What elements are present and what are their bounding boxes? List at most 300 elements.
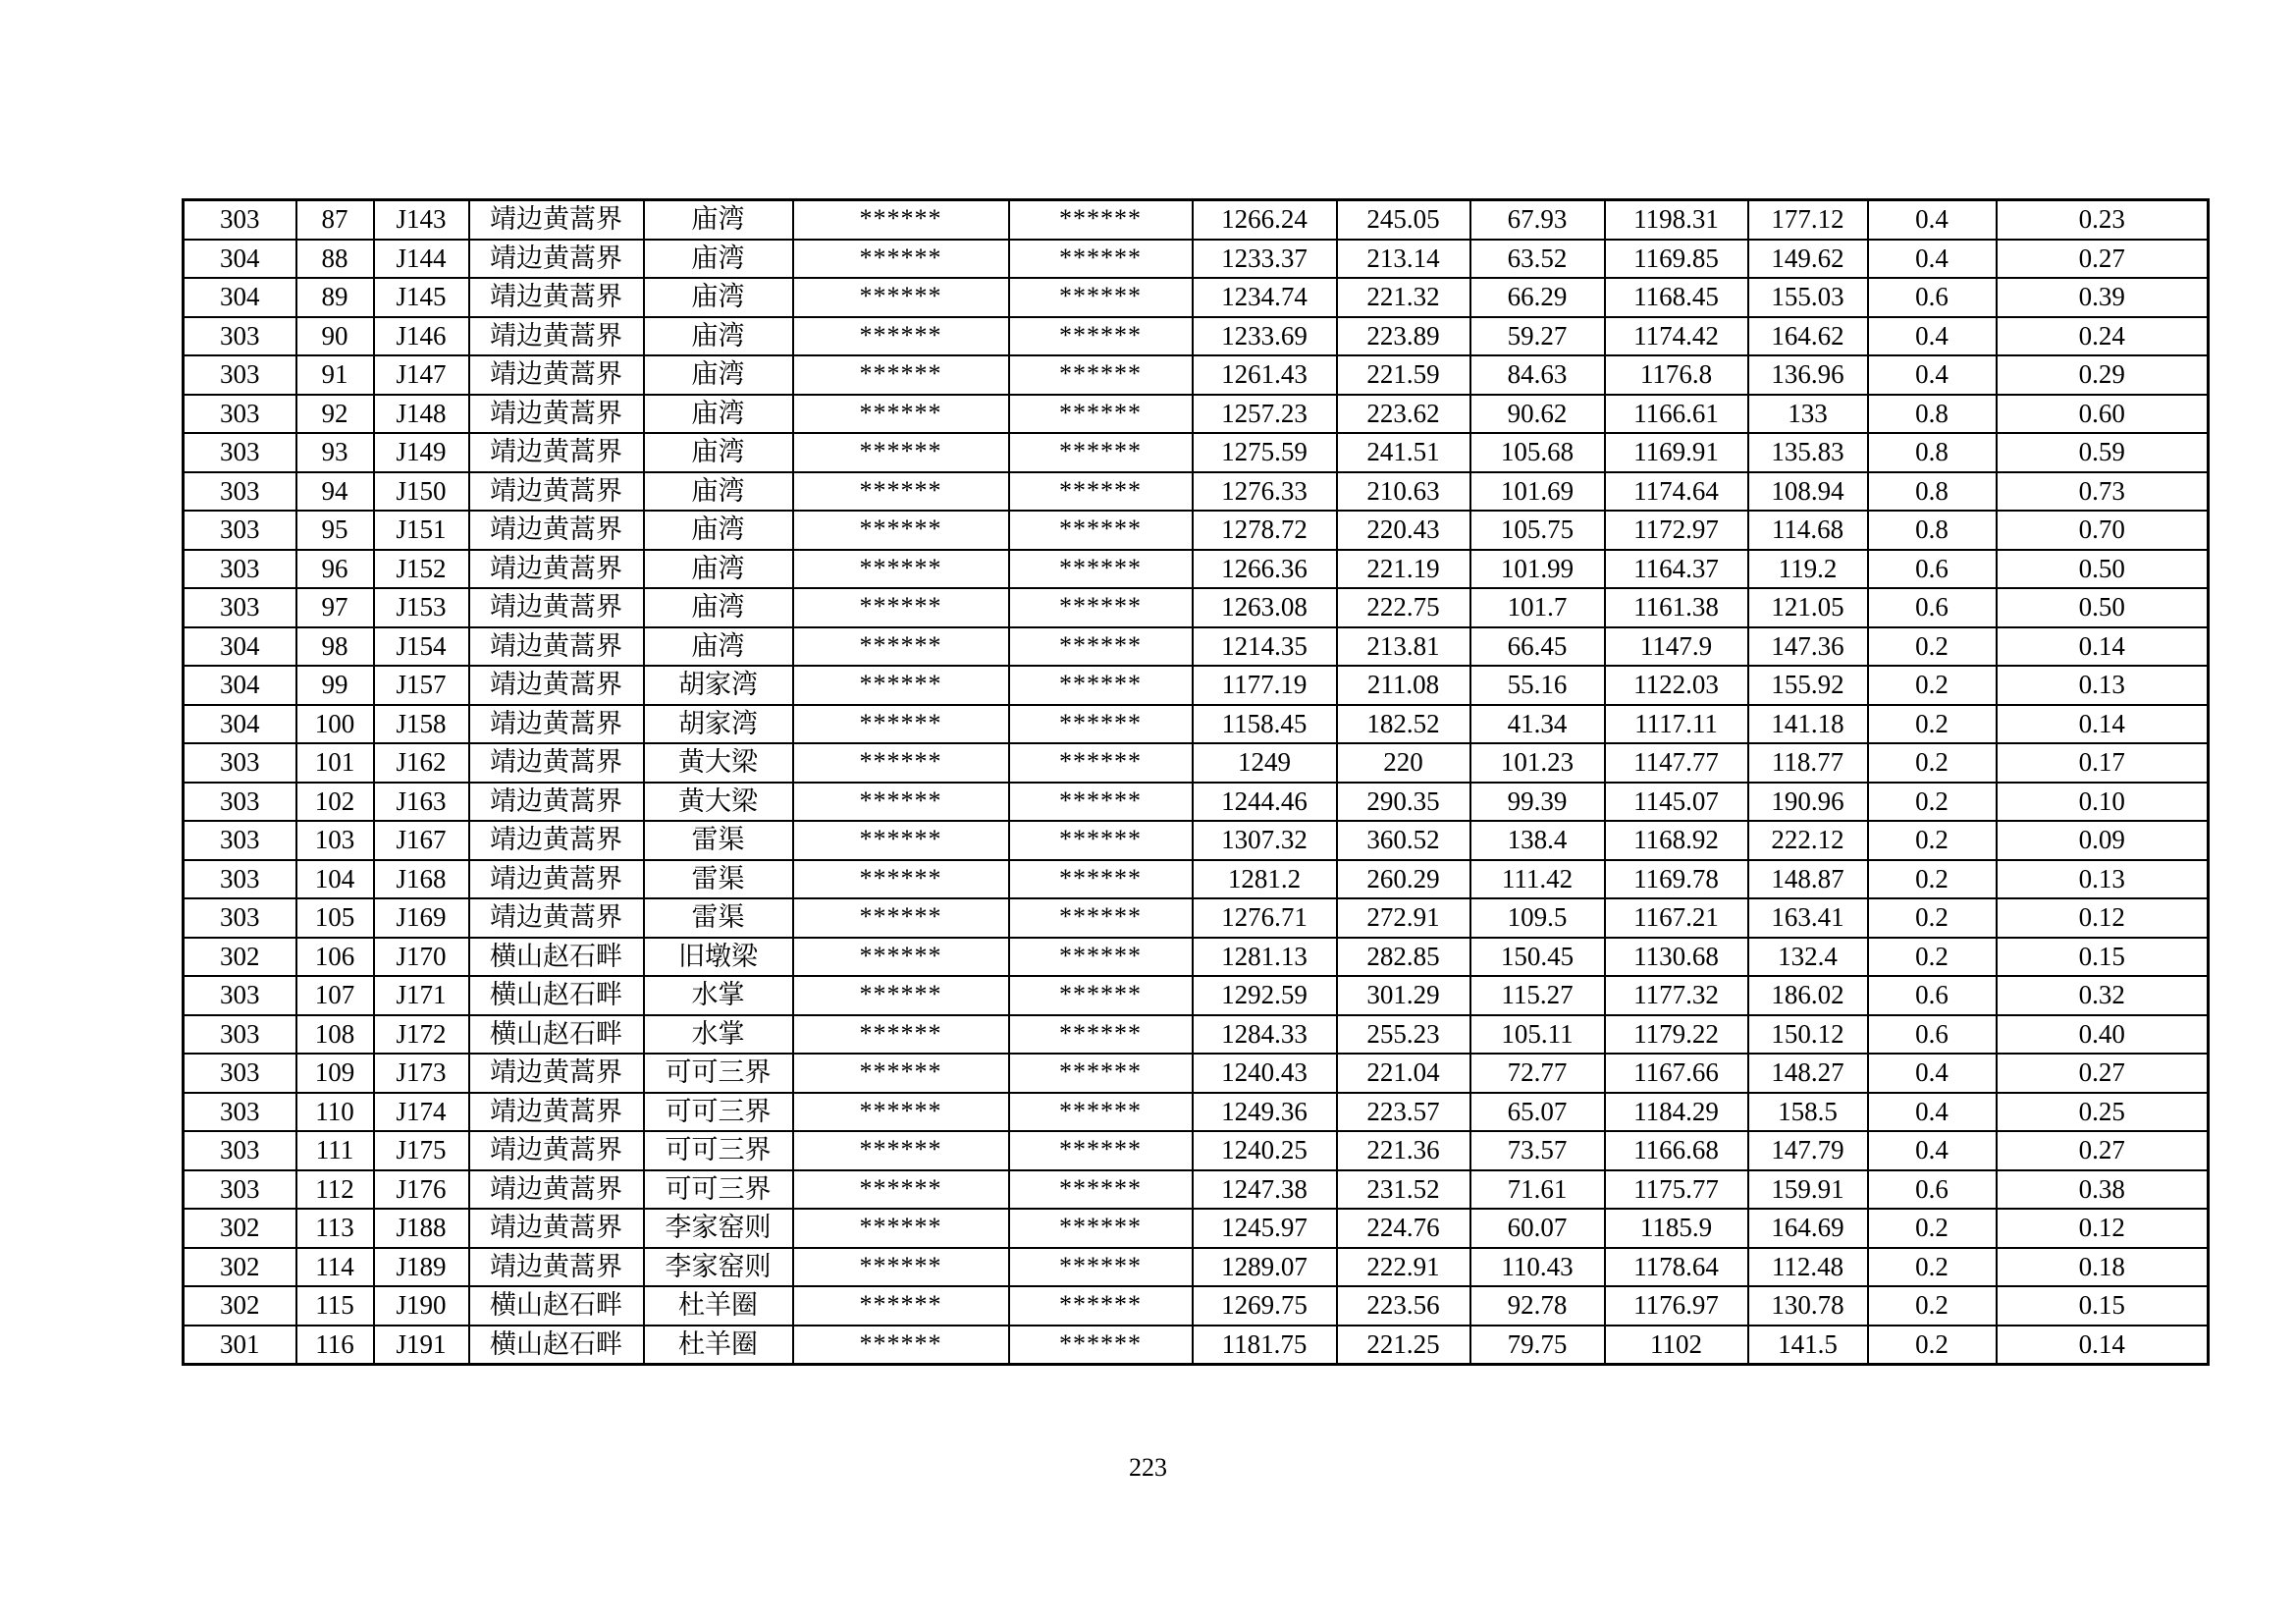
table-cell-col-value-2: 220.43 — [1337, 511, 1470, 550]
table-cell-col-index: 108 — [296, 1015, 374, 1055]
table-cell-col-coord-x: ****** — [793, 666, 1009, 705]
table-cell-col-code: 303 — [184, 200, 296, 240]
table-cell-col-value-4: 1147.77 — [1605, 743, 1748, 783]
table-cell-col-value-2: 210.63 — [1337, 472, 1470, 512]
table-cell-col-site: 黄大梁 — [644, 783, 793, 822]
table-row — [184, 550, 2209, 589]
table-cell-col-value-3: 59.27 — [1470, 317, 1605, 356]
table-cell-col-value-5: 135.83 — [1748, 433, 1868, 472]
table-cell-col-value-3: 67.93 — [1470, 200, 1605, 240]
table-cell-col-coord-x: ****** — [793, 938, 1009, 977]
table-row — [184, 395, 2209, 434]
table-cell-col-value-4: 1145.07 — [1605, 783, 1748, 822]
table-cell-col-point-id: J154 — [374, 627, 469, 667]
table-cell-col-coord-y: ****** — [1009, 317, 1193, 356]
table-cell-col-value-4: 1184.29 — [1605, 1093, 1748, 1132]
table-cell-col-value-6: 0.6 — [1868, 1015, 1997, 1055]
table-cell-col-index: 100 — [296, 705, 374, 744]
table-cell-col-coord-y: ****** — [1009, 1248, 1193, 1287]
table-cell-col-value-3: 105.11 — [1470, 1015, 1605, 1055]
table-cell-col-value-5: 133 — [1748, 395, 1868, 434]
table-cell-col-coord-x: ****** — [793, 355, 1009, 395]
table-cell-col-value-3: 65.07 — [1470, 1093, 1605, 1132]
table-cell-col-elev-1: 1233.69 — [1193, 317, 1337, 356]
table-row — [184, 898, 2209, 938]
table-cell-col-value-6: 0.6 — [1868, 550, 1997, 589]
table-cell-col-value-6: 0.4 — [1868, 317, 1997, 356]
table-cell-col-area: 靖边黄蒿界 — [469, 821, 644, 860]
table-cell-col-elev-1: 1181.75 — [1193, 1326, 1337, 1365]
table-cell-col-coord-y: ****** — [1009, 783, 1193, 822]
table-cell-col-value-3: 111.42 — [1470, 860, 1605, 899]
table-cell-col-coord-x: ****** — [793, 1131, 1009, 1170]
table-cell-col-value-2: 221.19 — [1337, 550, 1470, 589]
table-cell-col-site: 庙湾 — [644, 511, 793, 550]
table-cell-col-area: 靖边黄蒿界 — [469, 1248, 644, 1287]
table-cell-col-point-id: J167 — [374, 821, 469, 860]
table-cell-col-value-7: 0.50 — [1997, 588, 2209, 627]
table-cell-col-value-7: 0.14 — [1997, 705, 2209, 744]
table-cell-col-coord-x: ****** — [793, 821, 1009, 860]
table-cell-col-point-id: J176 — [374, 1170, 469, 1210]
table-cell-col-value-6: 0.2 — [1868, 1248, 1997, 1287]
table-cell-col-value-3: 105.75 — [1470, 511, 1605, 550]
table-cell-col-point-id: J173 — [374, 1054, 469, 1093]
table-cell-col-site: 雷渠 — [644, 898, 793, 938]
table-cell-col-value-2: 223.57 — [1337, 1093, 1470, 1132]
table-cell-col-elev-1: 1278.72 — [1193, 511, 1337, 550]
table-cell-col-value-7: 0.29 — [1997, 355, 2209, 395]
table-cell-col-point-id: J174 — [374, 1093, 469, 1132]
table-cell-col-elev-1: 1244.46 — [1193, 783, 1337, 822]
table-cell-col-point-id: J168 — [374, 860, 469, 899]
table-cell-col-value-4: 1117.11 — [1605, 705, 1748, 744]
table-cell-col-code: 304 — [184, 705, 296, 744]
table-cell-col-index: 113 — [296, 1209, 374, 1248]
table-cell-col-site: 庙湾 — [644, 240, 793, 279]
table-cell-col-area: 靖边黄蒿界 — [469, 433, 644, 472]
table-cell-col-index: 97 — [296, 588, 374, 627]
table-cell-col-code: 303 — [184, 976, 296, 1015]
table-cell-col-value-2: 360.52 — [1337, 821, 1470, 860]
table-cell-col-coord-y: ****** — [1009, 627, 1193, 667]
table-cell-col-elev-1: 1261.43 — [1193, 355, 1337, 395]
table-row — [184, 240, 2209, 279]
table-cell-col-value-4: 1166.61 — [1605, 395, 1748, 434]
table-cell-col-code: 304 — [184, 278, 296, 317]
table-cell-col-value-2: 182.52 — [1337, 705, 1470, 744]
table-cell-col-site: 杜羊圈 — [644, 1326, 793, 1365]
table-cell-col-site: 雷渠 — [644, 860, 793, 899]
table-cell-col-value-3: 150.45 — [1470, 938, 1605, 977]
table-cell-col-index: 115 — [296, 1286, 374, 1326]
table-cell-col-value-7: 0.14 — [1997, 627, 2209, 667]
table-cell-col-value-7: 0.09 — [1997, 821, 2209, 860]
table-cell-col-elev-1: 1284.33 — [1193, 1015, 1337, 1055]
table-row — [184, 783, 2209, 822]
table-cell-col-value-7: 0.12 — [1997, 898, 2209, 938]
table-cell-col-point-id: J188 — [374, 1209, 469, 1248]
table-cell-col-coord-x: ****** — [793, 627, 1009, 667]
table-cell-col-coord-x: ****** — [793, 1209, 1009, 1248]
table-cell-col-value-3: 66.29 — [1470, 278, 1605, 317]
table-cell-col-site: 庙湾 — [644, 278, 793, 317]
table-cell-col-coord-x: ****** — [793, 433, 1009, 472]
table-cell-col-coord-x: ****** — [793, 240, 1009, 279]
table-cell-col-value-6: 0.8 — [1868, 433, 1997, 472]
table-cell-col-value-6: 0.6 — [1868, 976, 1997, 1015]
table-row — [184, 976, 2209, 1015]
table-cell-col-value-6: 0.4 — [1868, 355, 1997, 395]
table-cell-col-index: 102 — [296, 783, 374, 822]
table-cell-col-value-7: 0.32 — [1997, 976, 2209, 1015]
table-cell-col-value-6: 0.4 — [1868, 1131, 1997, 1170]
table-cell-col-value-4: 1102 — [1605, 1326, 1748, 1365]
table-cell-col-area: 横山赵石畔 — [469, 1326, 644, 1365]
table-cell-col-code: 303 — [184, 898, 296, 938]
table-cell-col-coord-x: ****** — [793, 898, 1009, 938]
table-cell-col-point-id: J175 — [374, 1131, 469, 1170]
table-cell-col-value-4: 1179.22 — [1605, 1015, 1748, 1055]
table-cell-col-index: 89 — [296, 278, 374, 317]
table-cell-col-site: 可可三界 — [644, 1054, 793, 1093]
table-cell-col-code: 304 — [184, 627, 296, 667]
table-cell-col-value-3: 71.61 — [1470, 1170, 1605, 1210]
table-cell-col-index: 110 — [296, 1093, 374, 1132]
table-cell-col-area: 靖边黄蒿界 — [469, 860, 644, 899]
table-row — [184, 860, 2209, 899]
table-cell-col-value-2: 213.14 — [1337, 240, 1470, 279]
table-cell-col-point-id: J170 — [374, 938, 469, 977]
table-cell-col-value-4: 1178.64 — [1605, 1248, 1748, 1287]
table-cell-col-value-2: 221.04 — [1337, 1054, 1470, 1093]
table-cell-col-code: 302 — [184, 938, 296, 977]
table-cell-col-point-id: J144 — [374, 240, 469, 279]
table-cell-col-elev-1: 1249 — [1193, 743, 1337, 783]
table-cell-col-coord-y: ****** — [1009, 938, 1193, 977]
table-cell-col-point-id: J152 — [374, 550, 469, 589]
table-row — [184, 433, 2209, 472]
table-cell-col-value-3: 101.99 — [1470, 550, 1605, 589]
table-cell-col-value-7: 0.10 — [1997, 783, 2209, 822]
table-cell-col-value-6: 0.6 — [1868, 278, 1997, 317]
table-row — [184, 821, 2209, 860]
table-cell-col-point-id: J191 — [374, 1326, 469, 1365]
table-cell-col-value-6: 0.8 — [1868, 395, 1997, 434]
table-cell-col-elev-1: 1245.97 — [1193, 1209, 1337, 1248]
table-row — [184, 666, 2209, 705]
table-cell-col-area: 靖边黄蒿界 — [469, 627, 644, 667]
table-cell-col-value-5: 164.69 — [1748, 1209, 1868, 1248]
table-cell-col-value-4: 1174.42 — [1605, 317, 1748, 356]
table-cell-col-value-5: 150.12 — [1748, 1015, 1868, 1055]
table-cell-col-coord-y: ****** — [1009, 743, 1193, 783]
table-cell-col-area: 靖边黄蒿界 — [469, 317, 644, 356]
table-cell-col-index: 92 — [296, 395, 374, 434]
table-cell-col-point-id: J143 — [374, 200, 469, 240]
table-cell-col-value-2: 211.08 — [1337, 666, 1470, 705]
table-cell-col-value-3: 138.4 — [1470, 821, 1605, 860]
table-cell-col-area: 靖边黄蒿界 — [469, 1093, 644, 1132]
table-cell-col-value-6: 0.2 — [1868, 860, 1997, 899]
table-row — [184, 317, 2209, 356]
table-cell-col-index: 111 — [296, 1131, 374, 1170]
table-cell-col-area: 靖边黄蒿界 — [469, 1131, 644, 1170]
table-cell-col-area: 靖边黄蒿界 — [469, 1209, 644, 1248]
table-row — [184, 1093, 2209, 1132]
table-cell-col-value-2: 224.76 — [1337, 1209, 1470, 1248]
table-cell-col-elev-1: 1276.71 — [1193, 898, 1337, 938]
table-row — [184, 1170, 2209, 1210]
table-cell-col-coord-y: ****** — [1009, 472, 1193, 512]
table-cell-col-value-4: 1169.78 — [1605, 860, 1748, 899]
table-cell-col-value-2: 241.51 — [1337, 433, 1470, 472]
table-cell-col-point-id: J162 — [374, 743, 469, 783]
table-cell-col-value-7: 0.24 — [1997, 317, 2209, 356]
table-cell-col-code: 302 — [184, 1286, 296, 1326]
table-cell-col-coord-x: ****** — [793, 1248, 1009, 1287]
table-cell-col-value-3: 115.27 — [1470, 976, 1605, 1015]
table-cell-col-coord-x: ****** — [793, 1170, 1009, 1210]
table-cell-col-value-6: 0.2 — [1868, 1326, 1997, 1365]
table-cell-col-point-id: J190 — [374, 1286, 469, 1326]
table-cell-col-value-5: 108.94 — [1748, 472, 1868, 512]
table-cell-col-coord-y: ****** — [1009, 1286, 1193, 1326]
table-cell-col-point-id: J172 — [374, 1015, 469, 1055]
table-cell-col-value-6: 0.2 — [1868, 705, 1997, 744]
table-cell-col-value-3: 72.77 — [1470, 1054, 1605, 1093]
table-cell-col-value-5: 163.41 — [1748, 898, 1868, 938]
table-cell-col-value-2: 223.56 — [1337, 1286, 1470, 1326]
table-cell-col-area: 靖边黄蒿界 — [469, 200, 644, 240]
data-table — [182, 198, 2210, 1366]
table-cell-col-code: 303 — [184, 1170, 296, 1210]
table-cell-col-value-5: 114.68 — [1748, 511, 1868, 550]
table-row — [184, 1326, 2209, 1365]
table-cell-col-elev-1: 1292.59 — [1193, 976, 1337, 1015]
table-cell-col-value-5: 130.78 — [1748, 1286, 1868, 1326]
table-cell-col-value-2: 220 — [1337, 743, 1470, 783]
table-cell-col-coord-y: ****** — [1009, 588, 1193, 627]
table-cell-col-value-3: 84.63 — [1470, 355, 1605, 395]
table-cell-col-value-5: 159.91 — [1748, 1170, 1868, 1210]
table-cell-col-area: 靖边黄蒿界 — [469, 783, 644, 822]
table-cell-col-coord-x: ****** — [793, 976, 1009, 1015]
table-cell-col-coord-x: ****** — [793, 783, 1009, 822]
table-row — [184, 627, 2209, 667]
table-cell-col-value-7: 0.38 — [1997, 1170, 2209, 1210]
table-cell-col-area: 靖边黄蒿界 — [469, 355, 644, 395]
table-row — [184, 938, 2209, 977]
table-cell-col-value-5: 141.5 — [1748, 1326, 1868, 1365]
table-row — [184, 705, 2209, 744]
table-cell-col-elev-1: 1249.36 — [1193, 1093, 1337, 1132]
table-row — [184, 1286, 2209, 1326]
table-cell-col-coord-y: ****** — [1009, 1131, 1193, 1170]
table-cell-col-coord-y: ****** — [1009, 200, 1193, 240]
table-cell-col-index: 106 — [296, 938, 374, 977]
table-row — [184, 588, 2209, 627]
table-cell-col-coord-y: ****** — [1009, 1015, 1193, 1055]
table-cell-col-value-5: 136.96 — [1748, 355, 1868, 395]
table-cell-col-code: 303 — [184, 550, 296, 589]
table-cell-col-value-2: 223.89 — [1337, 317, 1470, 356]
table-cell-col-code: 303 — [184, 355, 296, 395]
table-cell-col-value-4: 1147.9 — [1605, 627, 1748, 667]
table-cell-col-index: 114 — [296, 1248, 374, 1287]
table-cell-col-value-3: 92.78 — [1470, 1286, 1605, 1326]
table-cell-col-point-id: J151 — [374, 511, 469, 550]
table-cell-col-value-5: 112.48 — [1748, 1248, 1868, 1287]
table-cell-col-elev-1: 1257.23 — [1193, 395, 1337, 434]
table-cell-col-value-4: 1167.21 — [1605, 898, 1748, 938]
table-cell-col-point-id: J163 — [374, 783, 469, 822]
table-cell-col-coord-x: ****** — [793, 1093, 1009, 1132]
table-cell-col-elev-1: 1233.37 — [1193, 240, 1337, 279]
table-cell-col-site: 庙湾 — [644, 355, 793, 395]
table-cell-col-value-7: 0.50 — [1997, 550, 2209, 589]
table-cell-col-value-7: 0.12 — [1997, 1209, 2209, 1248]
table-cell-col-area: 靖边黄蒿界 — [469, 743, 644, 783]
table-cell-col-area: 靖边黄蒿界 — [469, 588, 644, 627]
table-cell-col-coord-y: ****** — [1009, 1093, 1193, 1132]
table-cell-col-value-6: 0.8 — [1868, 511, 1997, 550]
table-cell-col-code: 301 — [184, 1326, 296, 1365]
table-cell-col-code: 303 — [184, 1015, 296, 1055]
table-cell-col-code: 303 — [184, 433, 296, 472]
table-cell-col-site: 庙湾 — [644, 200, 793, 240]
table-cell-col-value-5: 119.2 — [1748, 550, 1868, 589]
table-cell-col-value-4: 1177.32 — [1605, 976, 1748, 1015]
table-cell-col-value-4: 1168.45 — [1605, 278, 1748, 317]
table-cell-col-code: 303 — [184, 1093, 296, 1132]
table-cell-col-coord-y: ****** — [1009, 1054, 1193, 1093]
table-cell-col-value-6: 0.2 — [1868, 1286, 1997, 1326]
table-cell-col-value-3: 101.23 — [1470, 743, 1605, 783]
table-cell-col-value-7: 0.14 — [1997, 1326, 2209, 1365]
table-cell-col-index: 109 — [296, 1054, 374, 1093]
table-cell-col-value-5: 148.27 — [1748, 1054, 1868, 1093]
table-cell-col-area: 靖边黄蒿界 — [469, 240, 644, 279]
table-cell-col-value-4: 1122.03 — [1605, 666, 1748, 705]
table-cell-col-elev-1: 1289.07 — [1193, 1248, 1337, 1287]
table-cell-col-value-3: 63.52 — [1470, 240, 1605, 279]
table-cell-col-elev-1: 1234.74 — [1193, 278, 1337, 317]
table-cell-col-coord-y: ****** — [1009, 976, 1193, 1015]
table-cell-col-value-2: 222.75 — [1337, 588, 1470, 627]
table-cell-col-value-7: 0.27 — [1997, 240, 2209, 279]
table-cell-col-site: 旧墩梁 — [644, 938, 793, 977]
table-cell-col-coord-y: ****** — [1009, 860, 1193, 899]
table-cell-col-value-4: 1172.97 — [1605, 511, 1748, 550]
table-cell-col-value-3: 101.69 — [1470, 472, 1605, 512]
table-cell-col-coord-y: ****** — [1009, 433, 1193, 472]
table-cell-col-index: 87 — [296, 200, 374, 240]
table-cell-col-value-5: 164.62 — [1748, 317, 1868, 356]
table-row — [184, 472, 2209, 512]
table-cell-col-value-5: 132.4 — [1748, 938, 1868, 977]
table-cell-col-code: 303 — [184, 317, 296, 356]
table-cell-col-coord-y: ****** — [1009, 666, 1193, 705]
table-row — [184, 1054, 2209, 1093]
table-cell-col-coord-x: ****** — [793, 705, 1009, 744]
table-cell-col-value-3: 79.75 — [1470, 1326, 1605, 1365]
table-cell-col-value-5: 222.12 — [1748, 821, 1868, 860]
table-cell-col-elev-1: 1275.59 — [1193, 433, 1337, 472]
table-cell-col-elev-1: 1263.08 — [1193, 588, 1337, 627]
table-cell-col-value-6: 0.2 — [1868, 666, 1997, 705]
table-cell-col-site: 李家窑则 — [644, 1209, 793, 1248]
table-cell-col-coord-y: ****** — [1009, 278, 1193, 317]
table-row — [184, 355, 2209, 395]
table-cell-col-value-2: 260.29 — [1337, 860, 1470, 899]
table-cell-col-coord-x: ****** — [793, 860, 1009, 899]
table-cell-col-value-5: 155.92 — [1748, 666, 1868, 705]
table-cell-col-value-2: 221.36 — [1337, 1131, 1470, 1170]
table-cell-col-value-3: 101.7 — [1470, 588, 1605, 627]
table-cell-col-value-7: 0.39 — [1997, 278, 2209, 317]
table-cell-col-area: 靖边黄蒿界 — [469, 1170, 644, 1210]
table-cell-col-code: 302 — [184, 1209, 296, 1248]
table-cell-col-value-7: 0.70 — [1997, 511, 2209, 550]
table-cell-col-area: 靖边黄蒿界 — [469, 705, 644, 744]
table-row — [184, 200, 2209, 240]
table-cell-col-index: 90 — [296, 317, 374, 356]
table-cell-col-value-4: 1185.9 — [1605, 1209, 1748, 1248]
table-cell-col-value-4: 1175.77 — [1605, 1170, 1748, 1210]
table-cell-col-coord-y: ****** — [1009, 1170, 1193, 1210]
table-cell-col-value-2: 255.23 — [1337, 1015, 1470, 1055]
table-cell-col-value-2: 301.29 — [1337, 976, 1470, 1015]
table-cell-col-value-4: 1176.97 — [1605, 1286, 1748, 1326]
table-cell-col-value-7: 0.73 — [1997, 472, 2209, 512]
table-cell-col-coord-y: ****** — [1009, 705, 1193, 744]
table-row — [184, 511, 2209, 550]
table-cell-col-index: 94 — [296, 472, 374, 512]
table-cell-col-coord-y: ****** — [1009, 898, 1193, 938]
table-cell-col-coord-y: ****** — [1009, 550, 1193, 589]
table-cell-col-value-5: 186.02 — [1748, 976, 1868, 1015]
table-cell-col-value-3: 90.62 — [1470, 395, 1605, 434]
table-cell-col-value-7: 0.60 — [1997, 395, 2209, 434]
table-cell-col-index: 103 — [296, 821, 374, 860]
table-cell-col-value-2: 223.62 — [1337, 395, 1470, 434]
table-cell-col-value-6: 0.6 — [1868, 588, 1997, 627]
table-cell-col-area: 靖边黄蒿界 — [469, 898, 644, 938]
table-cell-col-value-2: 222.91 — [1337, 1248, 1470, 1287]
table-cell-col-code: 303 — [184, 821, 296, 860]
table-cell-col-value-4: 1167.66 — [1605, 1054, 1748, 1093]
table-cell-col-value-6: 0.4 — [1868, 1093, 1997, 1132]
table-cell-col-value-6: 0.2 — [1868, 743, 1997, 783]
table-cell-col-area: 靖边黄蒿界 — [469, 550, 644, 589]
table-cell-col-value-3: 99.39 — [1470, 783, 1605, 822]
table-cell-col-coord-x: ****** — [793, 1286, 1009, 1326]
table-cell-col-area: 靖边黄蒿界 — [469, 472, 644, 512]
table-cell-col-code: 303 — [184, 1131, 296, 1170]
table-cell-col-site: 水掌 — [644, 976, 793, 1015]
table-cell-col-area: 靖边黄蒿界 — [469, 666, 644, 705]
table-cell-col-value-5: 155.03 — [1748, 278, 1868, 317]
table-cell-col-value-6: 0.2 — [1868, 898, 1997, 938]
table-cell-col-value-6: 0.2 — [1868, 783, 1997, 822]
table-cell-col-area: 靖边黄蒿界 — [469, 1054, 644, 1093]
table-row — [184, 1015, 2209, 1055]
table-cell-col-coord-x: ****** — [793, 472, 1009, 512]
table-cell-col-point-id: J147 — [374, 355, 469, 395]
table-cell-col-value-2: 282.85 — [1337, 938, 1470, 977]
table-cell-col-coord-x: ****** — [793, 317, 1009, 356]
